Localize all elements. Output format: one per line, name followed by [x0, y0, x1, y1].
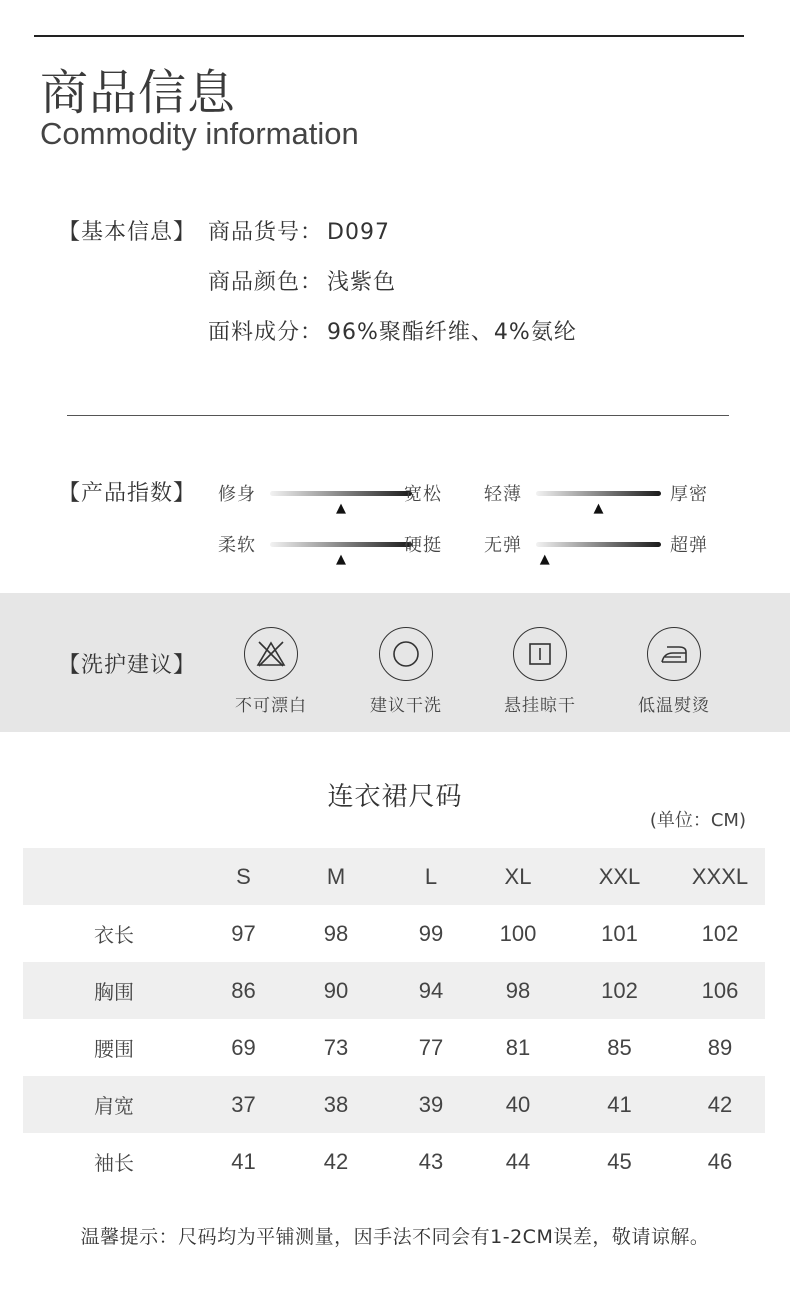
care-label: 不可漂白 [235, 696, 307, 716]
scale-marker: ▲ [539, 552, 550, 567]
scale-elasticity [484, 531, 714, 571]
table-cell: 100 [499, 920, 537, 946]
basic-row-label: 商品货号： [208, 220, 324, 245]
basic-row-label: 面料成分： [208, 320, 324, 345]
product-index-tag: 【产品指数】 [58, 481, 197, 506]
care-tag: 【洗护建议】 [58, 653, 197, 678]
care-label: 低温熨烫 [638, 696, 710, 716]
care-item [351, 627, 461, 716]
table-cell: 102 [701, 920, 739, 946]
top-divider [34, 35, 744, 37]
table-cell: 41 [564, 1076, 675, 1133]
table-cell: 94 [390, 962, 472, 1019]
table-row [23, 962, 765, 1019]
table-cell: 98 [323, 920, 349, 946]
table-cell: 73 [323, 1034, 349, 1060]
table-cell: 37 [205, 1076, 282, 1133]
table-header-row [23, 848, 765, 905]
row-label: 腰围 [94, 1037, 134, 1061]
column-header: XXXL [675, 848, 765, 905]
table-cell: 89 [707, 1034, 733, 1060]
scale-bar [270, 542, 412, 547]
scale-left-label: 无弹 [484, 535, 522, 556]
table-cell: 46 [707, 1148, 733, 1174]
basic-row-fabric [208, 315, 577, 346]
table-cell: 45 [607, 1148, 632, 1174]
column-header: M [282, 848, 390, 905]
table-cell: 85 [607, 1034, 632, 1060]
care-label: 建议干洗 [370, 696, 442, 716]
table-cell: 90 [282, 962, 390, 1019]
row-label: 肩宽 [23, 1076, 205, 1133]
table-cell: 77 [418, 1034, 444, 1060]
table-cell: 99 [418, 920, 444, 946]
scale-marker: ▲ [336, 501, 346, 516]
table-cell: 86 [205, 962, 282, 1019]
table-cell: 43 [418, 1148, 444, 1174]
table-cell: 40 [472, 1076, 564, 1133]
table-cell: 38 [282, 1076, 390, 1133]
scale-bar [536, 542, 661, 547]
scale-thickness [484, 480, 714, 520]
basic-row-value: 浅紫色 [327, 270, 397, 295]
scale-right-label: 宽松 [404, 484, 442, 505]
basic-row-color [208, 265, 396, 296]
scale-bar [536, 491, 661, 496]
row-label: 胸围 [23, 962, 205, 1019]
table-cell: 81 [505, 1034, 531, 1060]
table-cell: 41 [231, 1148, 256, 1174]
column-header: XXL [564, 848, 675, 905]
row-label: 袖长 [94, 1151, 134, 1175]
basic-row-item-no [208, 215, 390, 246]
table-row [23, 905, 765, 962]
care-label: 悬挂晾干 [504, 696, 576, 716]
section-divider [67, 415, 729, 416]
table-row [23, 1133, 765, 1190]
table-cell: 42 [675, 1076, 765, 1133]
scale-right-label: 超弹 [670, 535, 708, 556]
page-subtitle: Commodity information [40, 116, 359, 151]
scale-marker: ▲ [593, 501, 604, 516]
care-item [619, 627, 729, 716]
table-cell: 98 [472, 962, 564, 1019]
page-title: 商品信息 [40, 65, 237, 121]
scale-right-label: 硬挺 [404, 535, 442, 556]
table-cell: 44 [505, 1148, 531, 1174]
no-bleach-icon [244, 627, 298, 681]
basic-row-value: D097 [327, 220, 390, 245]
hang-dry-icon [513, 627, 567, 681]
table-cell: 39 [390, 1076, 472, 1133]
column-header: L [390, 848, 472, 905]
table-row [23, 1019, 765, 1076]
dry-clean-icon [379, 627, 433, 681]
size-unit: (单位：CM) [649, 810, 746, 831]
care-item [485, 627, 595, 716]
care-item [216, 627, 326, 716]
basic-row-value: 96%聚酯纤维、4%氨纶 [327, 320, 577, 345]
column-header: S [205, 848, 282, 905]
column-header: XL [472, 848, 564, 905]
table-cell: 69 [231, 1034, 256, 1060]
scale-marker: ▲ [336, 552, 346, 567]
scale-bar [270, 491, 412, 496]
scale-softness [218, 531, 448, 571]
table-cell: 42 [323, 1148, 349, 1174]
size-chart-title: 连衣裙尺码 [327, 782, 463, 812]
scale-left-label: 修身 [218, 484, 256, 505]
measurement-note: 温馨提示：尺码均为平铺测量，因手法不同会有1-2CM误差，敬请谅解。 [80, 1226, 710, 1248]
scale-left-label: 轻薄 [484, 484, 522, 505]
table-cell: 102 [564, 962, 675, 1019]
scale-right-label: 厚密 [670, 484, 708, 505]
table-row [23, 1076, 765, 1133]
row-label: 衣长 [94, 923, 134, 947]
table-cell: 101 [601, 920, 638, 946]
table-corner-cell [23, 848, 205, 905]
table-cell: 106 [675, 962, 765, 1019]
scale-left-label: 柔软 [218, 535, 256, 556]
basic-row-label: 商品颜色： [208, 270, 324, 295]
low-iron-icon [647, 627, 701, 681]
basic-info-tag: 【基本信息】 [58, 220, 197, 245]
table-cell: 97 [231, 920, 256, 946]
scale-fit [218, 480, 448, 520]
size-table [23, 848, 765, 1190]
